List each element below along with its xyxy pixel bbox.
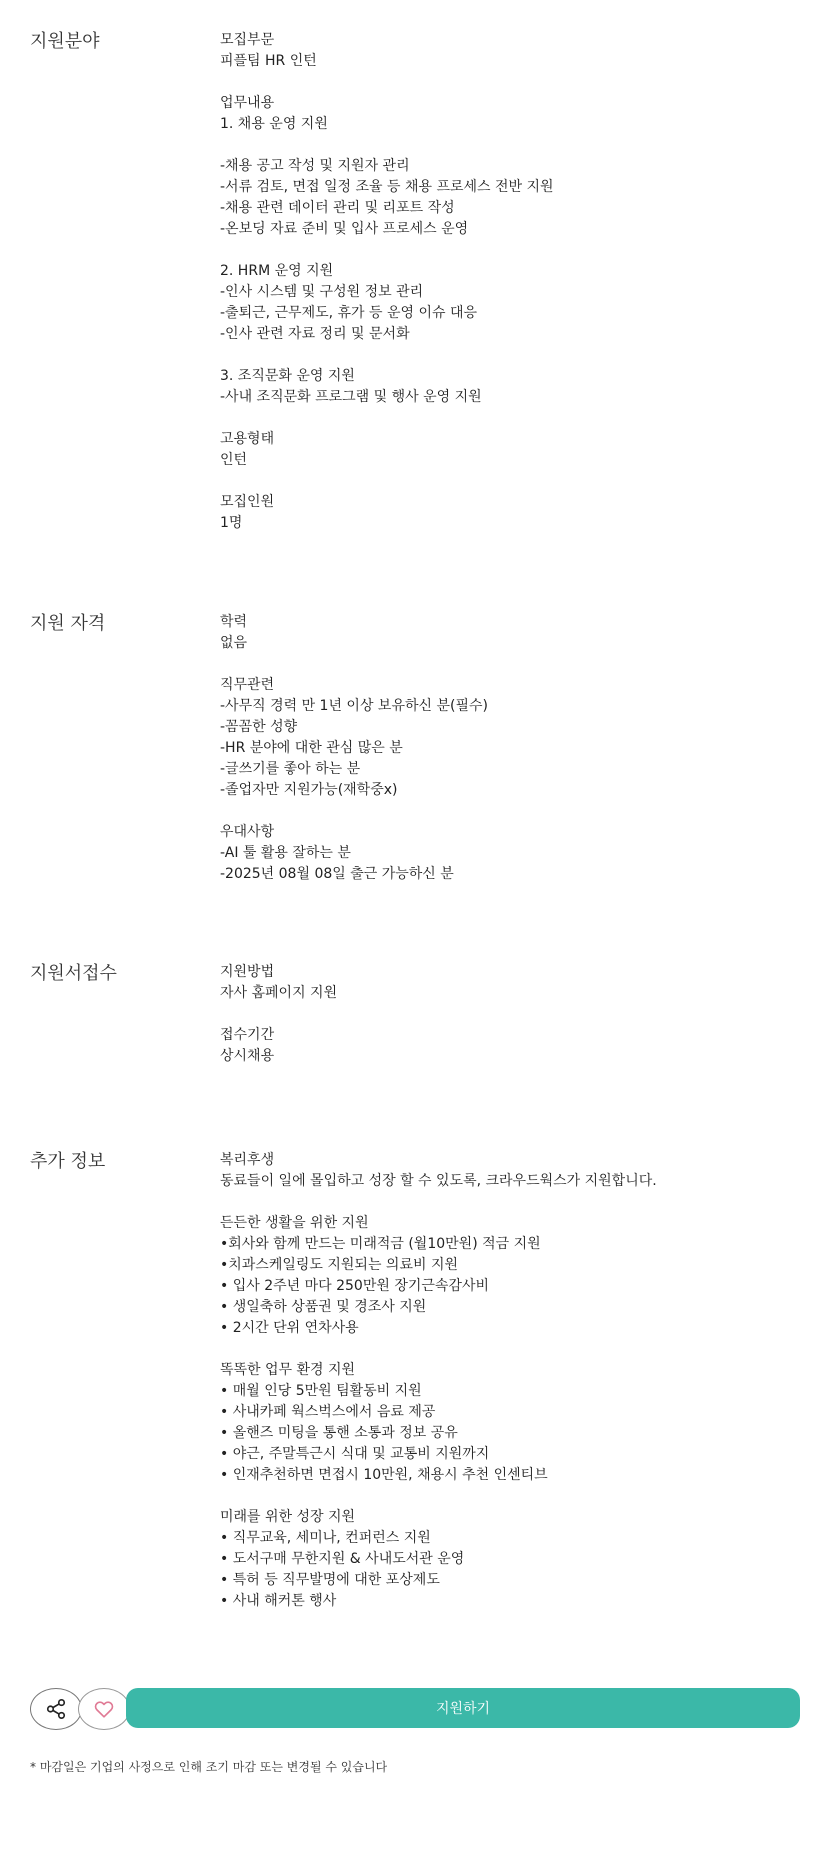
body-line: -졸업자만 지원가능(재학중x)	[220, 782, 398, 798]
body-line: 접수기간	[220, 1027, 275, 1043]
line-gap	[220, 345, 800, 366]
share-button[interactable]	[30, 1688, 82, 1730]
action-bar	[30, 1688, 800, 1728]
body-line: 모집인원	[220, 494, 275, 510]
section-body	[220, 612, 800, 885]
line-gap	[220, 72, 800, 93]
body-line: -AI 툴 활용 잘하는 분	[220, 845, 351, 861]
line-gap	[220, 654, 800, 675]
body-line: • 사내카페 웍스벅스에서 음료 제공	[220, 1404, 436, 1420]
body-line: 직무관련	[220, 677, 275, 693]
body-line: -인사 시스템 및 구성원 정보 관리	[220, 284, 424, 300]
section-title: 추가 정보	[30, 1151, 106, 1172]
body-line: -사내 조직문화 프로그램 및 행사 운영 지원	[220, 389, 482, 405]
body-line: 업무내용	[220, 95, 275, 111]
heart-icon	[93, 1698, 115, 1720]
section-qualifications	[0, 612, 830, 912]
body-line: 미래를 위한 성장 지원	[220, 1509, 356, 1525]
apply-button[interactable]: 지원하기	[126, 1688, 800, 1728]
body-line: 고용형태	[220, 431, 275, 447]
body-line: • 2시간 단위 연차사용	[220, 1320, 359, 1336]
section-body	[220, 30, 800, 534]
like-button[interactable]	[78, 1688, 130, 1730]
body-line: • 도서구매 무한지원 & 사내도서관 운영	[220, 1551, 465, 1567]
line-gap	[220, 1339, 800, 1360]
share-icon	[45, 1698, 67, 1720]
body-line: -온보딩 자료 준비 및 입사 프로세스 운영	[220, 221, 469, 237]
body-line: • 직무교육, 세미나, 컨퍼런스 지원	[220, 1530, 431, 1546]
body-line: -HR 분야에 대한 관심 많은 분	[220, 740, 403, 756]
line-gap	[220, 801, 800, 822]
body-line: 1. 채용 운영 지원	[220, 116, 328, 132]
line-gap	[220, 1192, 800, 1213]
body-line: 든든한 생활을 위한 지원	[220, 1215, 369, 1231]
line-gap	[220, 135, 800, 156]
body-line: 상시채용	[220, 1048, 275, 1064]
section-additional-info	[0, 1150, 830, 1630]
body-line: 지원방법	[220, 964, 275, 980]
body-line: • 야근, 주말특근시 식대 및 교통비 지원까지	[220, 1446, 490, 1462]
body-line: • 올핸즈 미팅을 통핸 소통과 정보 공유	[220, 1425, 458, 1441]
deadline-notice: * 마감일은 기업의 사정으로 인해 조기 마감 또는 변경될 수 있습니다	[30, 1760, 388, 1774]
body-line: 피플팀 HR 인턴	[220, 53, 317, 69]
section-body	[220, 1150, 800, 1612]
body-line: • 사내 해커톤 행사	[220, 1593, 337, 1609]
body-line: • 입사 2주년 마다 250만원 장기근속감사비	[220, 1278, 489, 1294]
section-application	[0, 962, 830, 1082]
body-line: -인사 관련 자료 정리 및 문서화	[220, 326, 410, 342]
line-gap	[220, 1004, 800, 1025]
line-gap	[220, 408, 800, 429]
body-line: -채용 관련 데이터 관리 및 리포트 작성	[220, 200, 455, 216]
body-line: -사무직 경력 만 1년 이상 보유하신 분(필수)	[220, 698, 488, 714]
body-line: 우대사항	[220, 824, 275, 840]
body-line: 인턴	[220, 452, 248, 468]
body-line: • 특허 등 직무발명에 대한 포상제도	[220, 1572, 440, 1588]
body-line: •회사와 함께 만드는 미래적금 (월10만원) 적금 지원	[220, 1236, 541, 1252]
body-line: 자사 홈페이지 지원	[220, 985, 338, 1001]
line-gap	[220, 1486, 800, 1507]
line-gap	[220, 240, 800, 261]
body-line: 모집부문	[220, 32, 275, 48]
section-title: 지원분야	[30, 31, 100, 52]
body-line: 학력	[220, 614, 248, 630]
body-line: •치과스케일링도 지원되는 의료비 지원	[220, 1257, 458, 1273]
section-job-field	[0, 30, 830, 540]
body-line: -서류 검토, 면접 일정 조율 등 채용 프로세스 전반 지원	[220, 179, 554, 195]
body-line: 복리후생	[220, 1152, 275, 1168]
body-line: 동료들이 일에 몰입하고 성장 할 수 있도록, 크라우드웍스가 지원합니다.	[220, 1173, 657, 1189]
body-line: • 인재추천하면 면접시 10만원, 채용시 추천 인센티브	[220, 1467, 548, 1483]
body-line: 2. HRM 운영 지원	[220, 263, 334, 279]
section-title: 지원서접수	[30, 963, 117, 984]
body-line: 3. 조직문화 운영 지원	[220, 368, 355, 384]
body-line: -채용 공고 작성 및 지원자 관리	[220, 158, 410, 174]
body-line: -2025년 08월 08일 출근 가능하신 분	[220, 866, 454, 882]
body-line: • 생일축하 상품권 및 경조사 지원	[220, 1299, 427, 1315]
body-line: -꼼꼼한 성향	[220, 719, 298, 735]
body-line: 똑똑한 업무 환경 지원	[220, 1362, 356, 1378]
body-line: -글쓰기를 좋아 하는 분	[220, 761, 361, 777]
section-title: 지원 자격	[30, 613, 106, 634]
body-line: -출퇴근, 근무제도, 휴가 등 운영 이슈 대응	[220, 305, 478, 321]
body-line: 없음	[220, 635, 248, 651]
body-line: 1명	[220, 515, 243, 531]
line-gap	[220, 471, 800, 492]
body-line: • 매월 인당 5만원 팀활동비 지원	[220, 1383, 422, 1399]
section-body	[220, 962, 800, 1067]
